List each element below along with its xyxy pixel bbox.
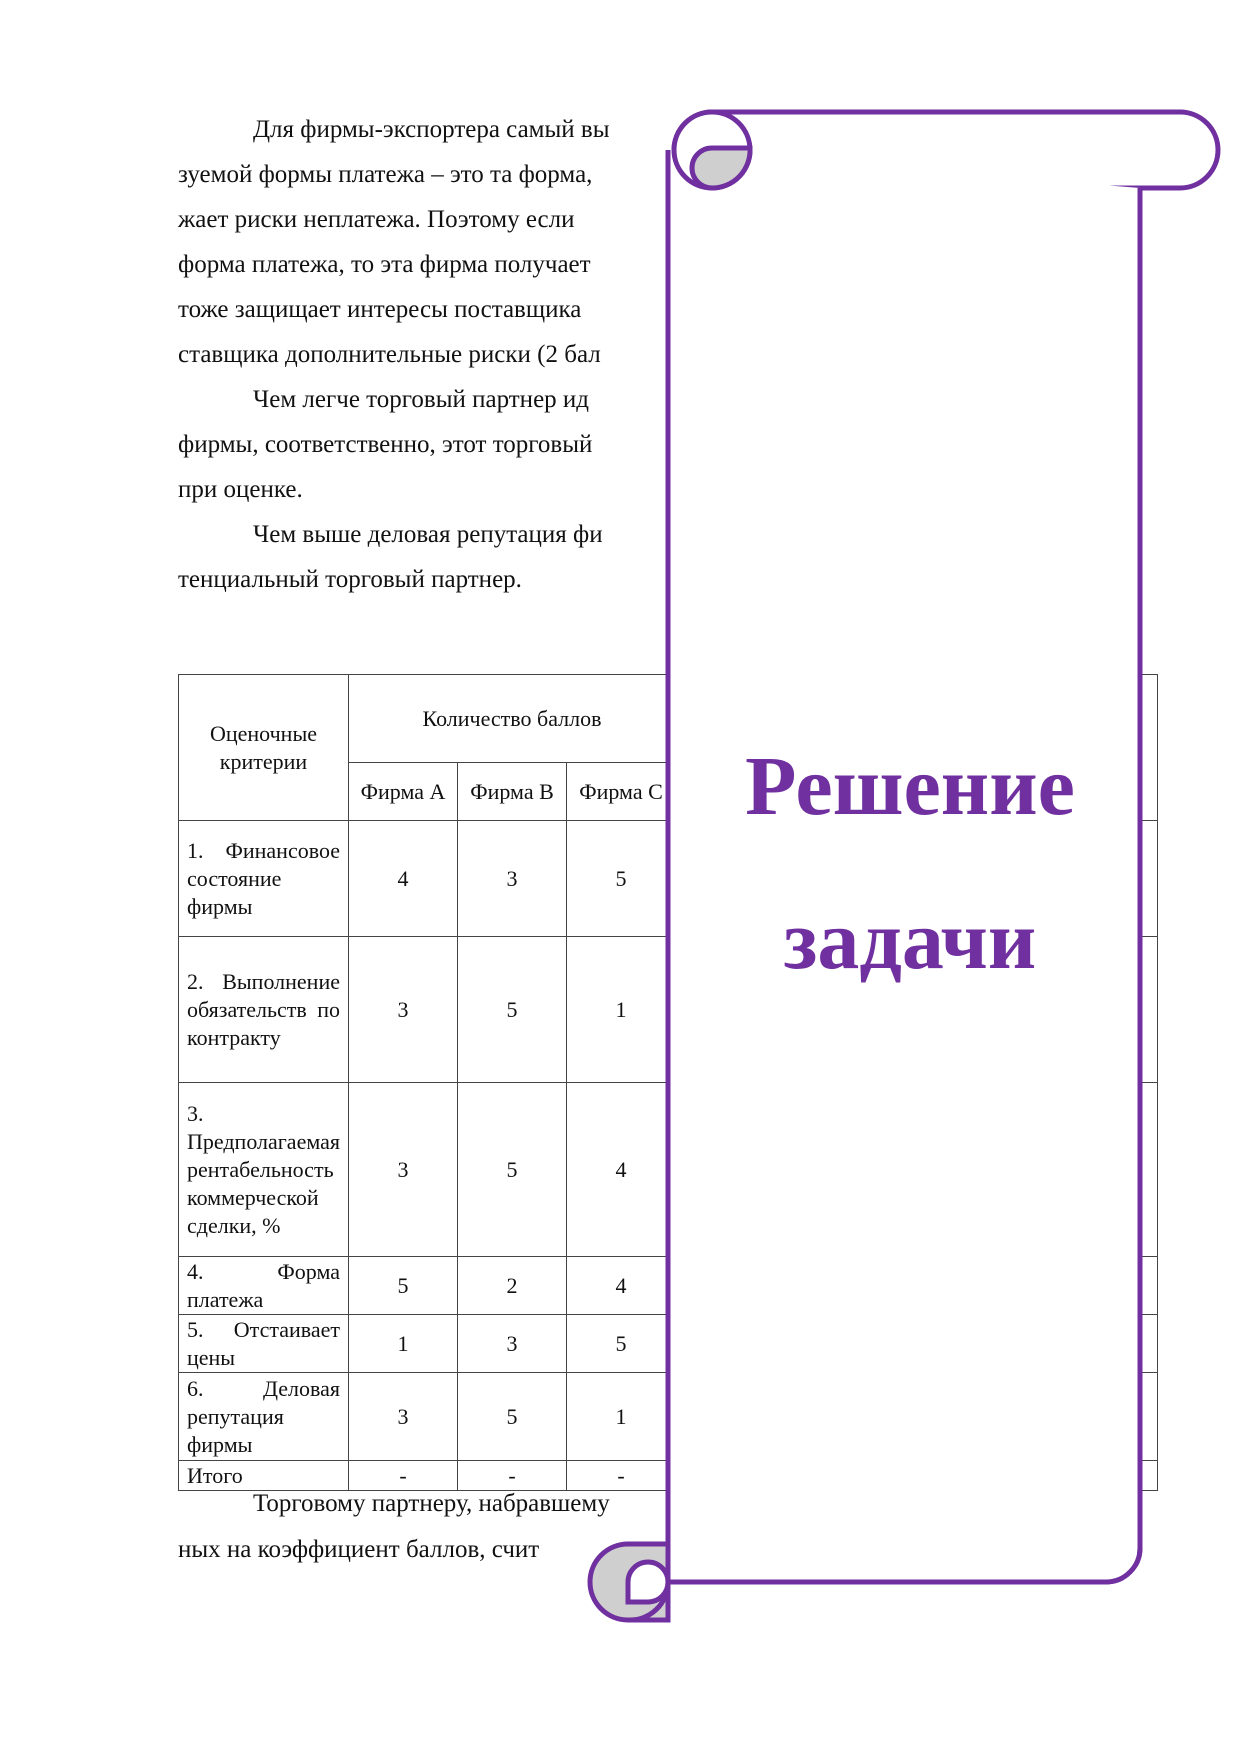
- text-line: жает риски неплатежа. Поэтому если: [178, 206, 575, 233]
- score-cell: 5: [458, 1083, 567, 1257]
- score-cell: 5: [349, 1257, 458, 1315]
- score-cell: 3: [458, 1315, 567, 1373]
- criterion-cell: 2. Выполнение обязательств по контракту: [179, 937, 349, 1083]
- score-cell: -: [458, 1461, 567, 1491]
- text-line: Чем легче торговый партнер ид: [253, 386, 590, 413]
- score-cell: 1: [567, 937, 676, 1083]
- text-line: фирмы, соответственно, этот торговый: [178, 431, 593, 458]
- criterion-cell: 3. Предполагаемая рентабельность коммерческой сделки, %: [179, 1083, 349, 1257]
- text-line: тоже защищает интересы поставщика: [178, 296, 582, 323]
- text-line: Торговому партнеру, набравшему: [253, 1490, 610, 1517]
- criterion-cell: 6. Деловая репутация фирмы: [179, 1373, 349, 1461]
- header-criteria: Оценочные критерии: [179, 675, 349, 821]
- score-cell: 3: [349, 937, 458, 1083]
- score-cell: 2: [458, 1257, 567, 1315]
- text-line: ных на коэффициент баллов, счит: [178, 1536, 540, 1563]
- score-cell: 5: [458, 1373, 567, 1461]
- score-cell: -: [567, 1461, 676, 1491]
- header-points: Количество баллов: [349, 675, 676, 763]
- header-firm-a: Фирма А: [349, 763, 458, 821]
- score-cell: 3: [349, 1083, 458, 1257]
- score-cell: 4: [567, 1083, 676, 1257]
- header-firm-b: Фирма В: [458, 763, 567, 821]
- score-cell: 4: [567, 1257, 676, 1315]
- header-firm-c: Фирма С: [567, 763, 676, 821]
- score-cell: 1: [567, 1373, 676, 1461]
- score-cell: 1: [349, 1315, 458, 1373]
- score-cell: 5: [458, 937, 567, 1083]
- text-line: форма платежа, то эта фирма получает: [178, 251, 591, 278]
- text-line: тенциальный торговый партнер.: [178, 566, 522, 593]
- text-line: зуемой формы платежа – это та форма,: [178, 161, 593, 188]
- text-line: при оценке.: [178, 476, 303, 503]
- criterion-cell: 4. Форма платежа: [179, 1257, 349, 1315]
- score-cell: 5: [567, 821, 676, 937]
- criterion-cell: 5. Отстаивает цены: [179, 1315, 349, 1373]
- score-cell: 5: [567, 1315, 676, 1373]
- scroll-title-line1: Решение: [745, 740, 1075, 833]
- scroll-title-line2: задачи: [783, 894, 1037, 987]
- criterion-cell: 1. Финансовое состояние фирмы: [179, 821, 349, 937]
- score-cell: 3: [458, 821, 567, 937]
- score-cell: 3: [349, 1373, 458, 1461]
- score-cell: -: [349, 1461, 458, 1491]
- criterion-cell: Итого: [179, 1461, 349, 1491]
- text-line: Для фирмы-экспортера самый вы: [253, 116, 610, 143]
- text-line: ставщика дополнительные риски (2 бал: [178, 341, 601, 368]
- score-cell: 4: [349, 821, 458, 937]
- text-line: Чем выше деловая репутация фи: [253, 521, 603, 548]
